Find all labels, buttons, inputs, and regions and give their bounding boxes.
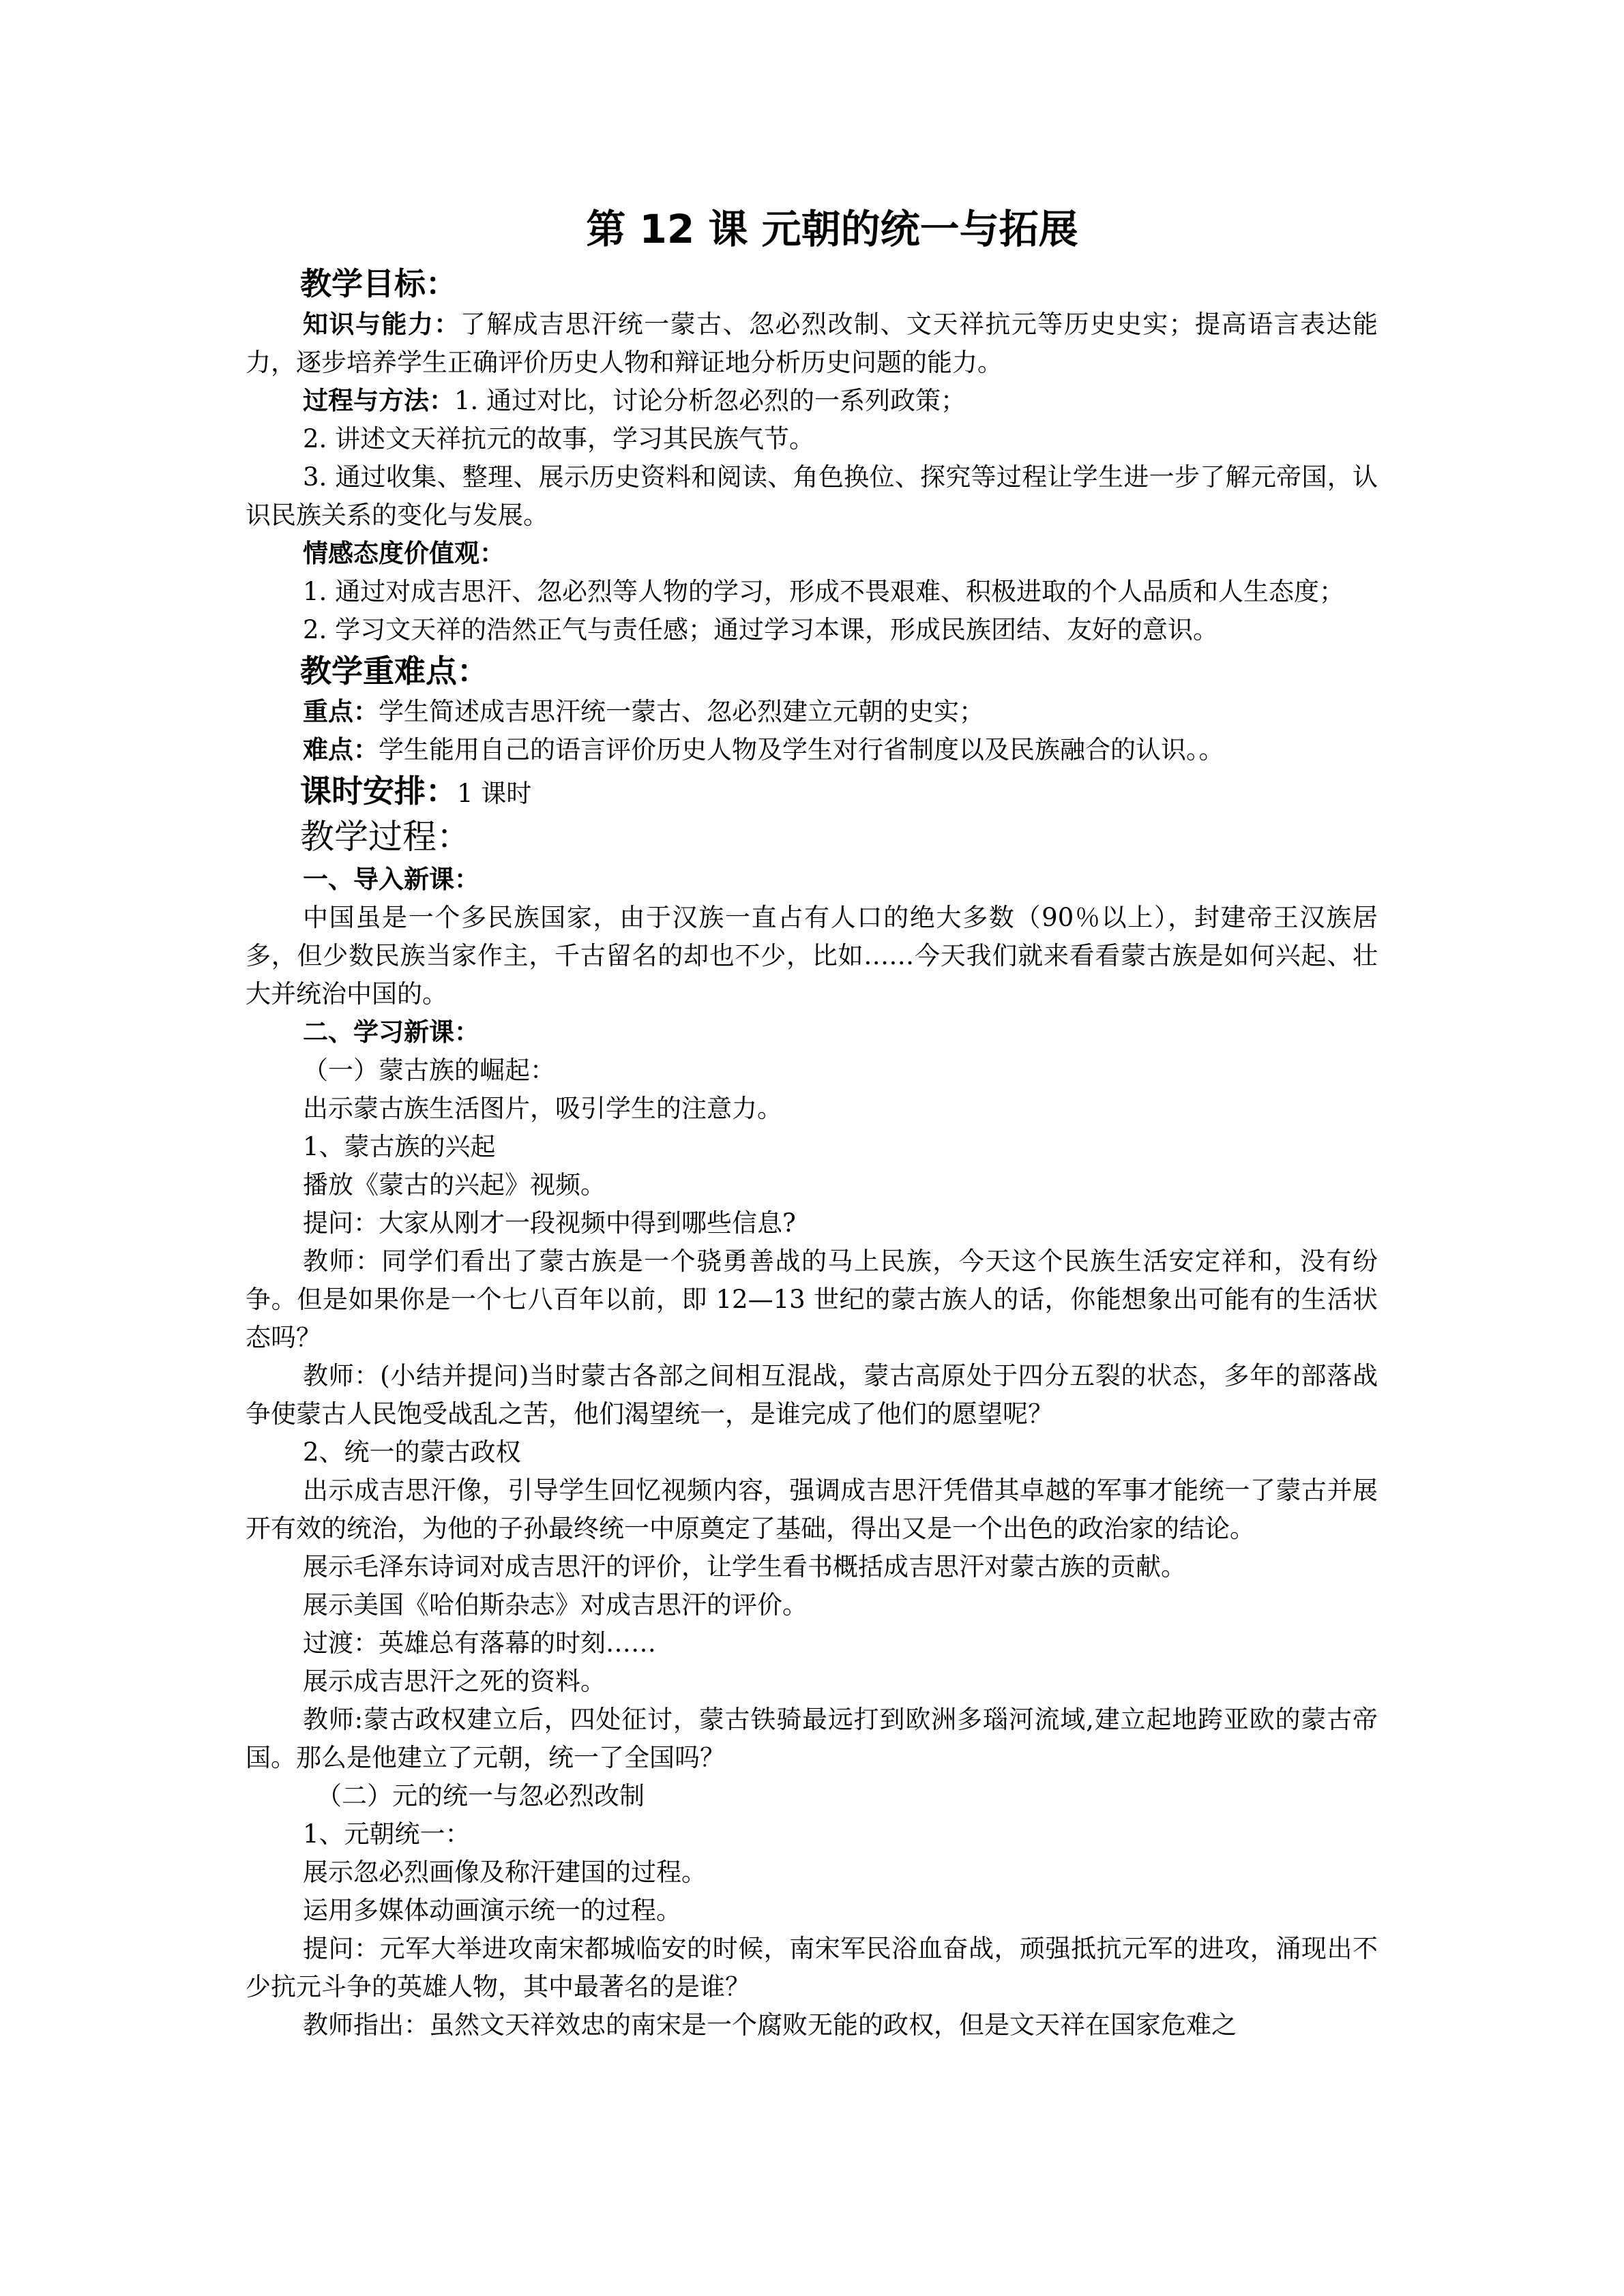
section2-p16: 运用多媒体动画演示统一的过程。: [303, 1896, 681, 1925]
part2-title: （二）元的统一与忽必烈改制: [316, 1781, 645, 1810]
section2-p18: 教师指出：虽然文天祥效忠的南宋是一个腐败无能的政权，但是文天祥在国家危难之: [303, 2010, 1237, 2040]
section2-p13: 教师:蒙古政权建立后，四处征讨，蒙古铁骑最远打到欧洲多瑙河流域,建立起地跨亚欧的蒙古帝国。那么是他建立了元朝，统一了全国吗？: [246, 1705, 1378, 1772]
process-item-3: 3. 通过收集、整理、展示历史资料和阅读、角色换位、探究等过程让学生进一步了解元帝国，认识民族关系的变化与发展。: [246, 462, 1378, 530]
key-point-text: 学生简述成吉思汗统一蒙古、忽必烈建立元朝的史实；: [379, 697, 984, 726]
difficult-point-text: 学生能用自己的语言评价历史人物及学生对行省制度以及民族融合的认识。。: [379, 735, 1224, 764]
process-label: 过程与方法：: [303, 386, 454, 415]
goals-heading: 教学目标：: [300, 265, 457, 302]
process-item-1: 1. 通过对比，讨论分析忽必烈的一系列政策；: [454, 386, 966, 415]
section2-p15: 展示忽必烈画像及称汗建国的过程。: [303, 1858, 707, 1887]
emotion-item-2: 2. 学习文天祥的浩然正气与责任感；通过学习本课，形成民族团结、友好的意识。: [303, 615, 1219, 644]
emotion-item-1: 1. 通过对成吉思汗、忽必烈等人物的学习，形成不畏艰难、积极进取的个人品质和人生态度；: [303, 577, 1345, 606]
lesson-title: 第 12 课 元朝的统一与拓展: [586, 206, 1078, 252]
key-point-label: 重点：: [303, 697, 379, 726]
section2-p2: 1、蒙古族的兴起: [303, 1132, 496, 1161]
section2-p6: 教师：(小结并提问)当时蒙古各部之间相互混战，蒙古高原处于四分五裂的状态，多年的部落战争使蒙古人民饱受战乱之苦，他们渴望统一，是谁完成了他们的愿望呢？: [246, 1361, 1378, 1429]
knowledge-text: 了解成吉思汗统一蒙古、忽必烈改制、文天祥抗元等历史史实；提高语言表达能力，逐步培养学生正确评价历史人物和辩证地分析历史问题的能力。: [246, 310, 1378, 377]
schedule-line: [246, 769, 1378, 813]
section2-p1: 出示蒙古族生活图片，吸引学生的注意力。: [303, 1094, 782, 1123]
section2-p8: 出示成吉思汗像，引导学生回忆视频内容，强调成吉思汗凭借其卓越的军事才能统一了蒙古并展开有效的统治，为他的子孙最终统一中原奠定了基础，得出又是一个出色的政治家的结论。: [246, 1476, 1378, 1543]
key-heading: 教学重难点：: [300, 653, 488, 689]
schedule-label: 课时安排：: [300, 773, 457, 809]
section2-p14: 1、元朝统一：: [303, 1819, 471, 1849]
section2-p7: 2、统一的蒙古政权: [303, 1437, 521, 1467]
section1-text: 中国虽是一个多民族国家，由于汉族一直占有人口的绝大多数（90％以上），封建帝王汉族居多，但少数民族当家作主，千古留名的却也不少，比如……今天我们就来看看蒙古族是如何兴起、壮大并统治中国的。: [246, 903, 1378, 1009]
section2-heading: 二、学习新课：: [303, 1017, 479, 1047]
difficult-point-label: 难点：: [303, 735, 379, 764]
process-item-2: 2. 讲述文天祥抗元的故事，学习其民族气节。: [303, 424, 815, 453]
knowledge-paragraph: [246, 305, 1378, 382]
key-point: [246, 693, 1378, 731]
emotion-label: 情感态度价值观：: [303, 539, 505, 568]
difficult-point: [246, 731, 1378, 769]
process-paragraph: [246, 382, 1378, 420]
section2-p4: 提问：大家从刚才一段视频中得到哪些信息?: [303, 1208, 796, 1238]
section2-p9: 展示毛泽东诗词对成吉思汗的评价，让学生看书概括成吉思汗对蒙古族的贡献。: [303, 1552, 1186, 1581]
section2-p3: 播放《蒙古的兴起》视频。: [303, 1170, 606, 1199]
section2-p12: 展示成吉思汗之死的资料。: [303, 1667, 606, 1696]
part1-title: （一）蒙古族的崛起：: [303, 1056, 555, 1085]
knowledge-label: 知识与能力：: [303, 310, 460, 339]
section2-p5: 教师：同学们看出了蒙古族是一个骁勇善战的马上民族，今天这个民族生活安定祥和，没有纷争。但是如果你是一个七八百年以前，即 12—13 世纪的蒙古族人的话，你能想象出可能有的生活状态吗？: [246, 1247, 1378, 1352]
section1-heading: 一、导入新课：: [303, 865, 479, 894]
schedule-text: 1 课时: [457, 779, 532, 808]
section2-p10: 展示美国《哈伯斯杂志》对成吉思汗的评价。: [303, 1590, 808, 1620]
document-body: [246, 199, 1378, 2044]
section2-p11: 过渡：英雄总有落幕的时刻……: [303, 1628, 656, 1658]
process-heading: 教学过程：: [300, 817, 471, 856]
section2-p17: 提问：元军大举进攻南宋都城临安的时候，南宋军民浴血奋战，顽强抵抗元军的进攻，涌现出不少抗元斗争的英雄人物，其中最著名的是谁？: [246, 1934, 1378, 2001]
